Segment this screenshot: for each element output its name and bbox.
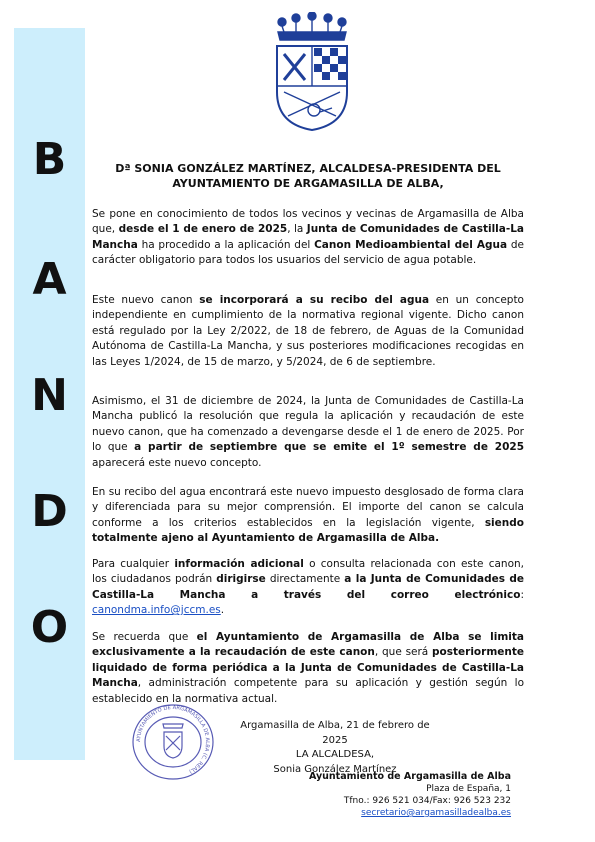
p1-text-1: Se pone en conocimiento de todos los vecinos y vecinas de Argamasilla de Alba que,	[92, 208, 524, 236]
p5-bold-2: dirigirse	[216, 573, 266, 586]
footer-address: Plaza de España, 1	[426, 784, 511, 794]
p1-text-4: de carácter obligatorio para todos los usuarios del servicio de agua potable.	[92, 238, 524, 267]
paragraph-6	[92, 630, 524, 707]
signature-role: LA ALCALDESA,	[295, 749, 375, 761]
heading-line-2: AYUNTAMIENTO DE ARGAMASILLA DE ALBA,	[172, 177, 444, 190]
p5-bold-1: información adicional	[174, 558, 304, 570]
p5-text-5: .	[220, 604, 225, 617]
p3-text-1: Asimismo, el 31 de diciembre de 2024, la Junta de Comunidades de Castilla-La Mancha publicó la resolución que regula la aplicación y recaudación de este nuevo canon, que ha comenzado a devengarse desde el 1 de enero de 2025. Por lo que	[92, 395, 524, 454]
p1-bold-1: desde el 1 de enero de 2025	[118, 223, 288, 236]
sidebar-letter-b: B	[32, 134, 67, 185]
p6-bold-2: posteriormente liquidado de forma periódica a la Junta de Comunidades de Castilla-La Mancha	[92, 646, 524, 690]
p1-bold-3: Canon Medioambiental del Agua	[314, 238, 508, 251]
paragraph-1	[92, 207, 524, 269]
signature-name: Sonia González Martínez	[273, 763, 397, 775]
p4-bold-1: siendo totalmente ajeno al Ayuntamiento de Argamasilla de Alba.	[92, 516, 524, 545]
bando-sidebar	[14, 28, 85, 760]
seal-text: AYUNTAMIENTO DE ARGAMASILLA DE ALBA (C. REAL)	[135, 704, 211, 775]
sidebar-letter-n: N	[31, 370, 68, 421]
paragraph-4	[92, 485, 524, 547]
p6-text-2: , que será	[374, 646, 433, 659]
sidebar-letter-d: D	[31, 486, 68, 537]
paragraph-2	[92, 293, 524, 370]
p5-bold-3: a la Junta de Comunidades de Castilla-La Mancha a través del correo electrónico	[92, 573, 525, 601]
footer-org: Ayuntamiento de Argamasilla de Alba	[308, 771, 511, 782]
p5-text-4: :	[520, 588, 524, 601]
paragraph-3	[92, 394, 524, 471]
p2-text-1: Este nuevo canon	[92, 294, 200, 306]
heading-line-1: Dª SONIA GONZÁLEZ MARTÍNEZ, ALCALDESA-PRESIDENTA DEL	[115, 162, 501, 175]
p5-text-1: Para cualquier	[92, 558, 175, 570]
p1-text-2: , la	[287, 223, 307, 236]
document-heading	[92, 161, 524, 191]
svg-text:AYUNTAMIENTO DE ARGAMASILLA DE	[136, 705, 210, 774]
footer-email-link[interactable]: secretario@argamasilladealba.es	[361, 808, 511, 818]
signature-block	[240, 719, 430, 777]
p1-text-3: ha procedido a la aplicación del	[137, 238, 315, 251]
paragraph-5	[92, 557, 524, 619]
p5-text-2: o consulta relacionada con este canon, los ciudadanos podrán	[92, 558, 524, 586]
p6-text-1: Se recuerda que	[92, 631, 197, 643]
sidebar-letter-a: A	[32, 254, 67, 305]
p3-text-2: aparecerá este nuevo concepto.	[92, 456, 262, 469]
p6-text-3: , administración competente para su aplicación y gestión según lo establecido en la normativa actual.	[92, 677, 524, 705]
p1-bold-2: Junta de Comunidades de Castilla-La Mancha	[92, 223, 524, 251]
p2-bold-1: se incorporará a su recibo del agua	[199, 294, 430, 306]
signature-place-date: Argamasilla de Alba, 21 de febrero de 2025	[240, 720, 430, 746]
jccm-email-link[interactable]: canondma.info@jccm.es	[92, 604, 221, 617]
p3-bold-1: a partir de septiembre que se emite el 1º semestre de 2025	[134, 441, 524, 454]
p5-text-3: directamente	[265, 573, 345, 586]
coat-of-arms-icon	[274, 12, 350, 132]
official-seal-icon	[128, 702, 218, 782]
sidebar-letter-o: O	[30, 602, 69, 653]
footer-contact	[300, 771, 511, 819]
p4-text-1: En su recibo del agua encontrará este nuevo impuesto desglosado de forma clara y diferenciada para su mejor comprensión. El importe del canon se calcula conforme a los criterios establecidos en la legislación vigente,	[92, 486, 524, 529]
p6-bold-1: el Ayuntamiento de Argamasilla de Alba se limita exclusivamente a la recaudación de este canon	[92, 631, 524, 659]
footer-phones: Tfno.: 926 521 034/Fax: 926 523 232	[343, 796, 511, 806]
p2-text-2: en un concepto independiente en cumplimiento de la normativa regional vigente. Dicho canon está regulado por la Ley 2/2022, de 18 de febrero, de Aguas de la Comunidad Autónoma de Castilla-La Mancha, y sus posteriores modificaciones recogidas en las Leyes 1/2024, de 15 de marzo, y 5/2024, de 6 de septiembre.	[92, 294, 524, 368]
